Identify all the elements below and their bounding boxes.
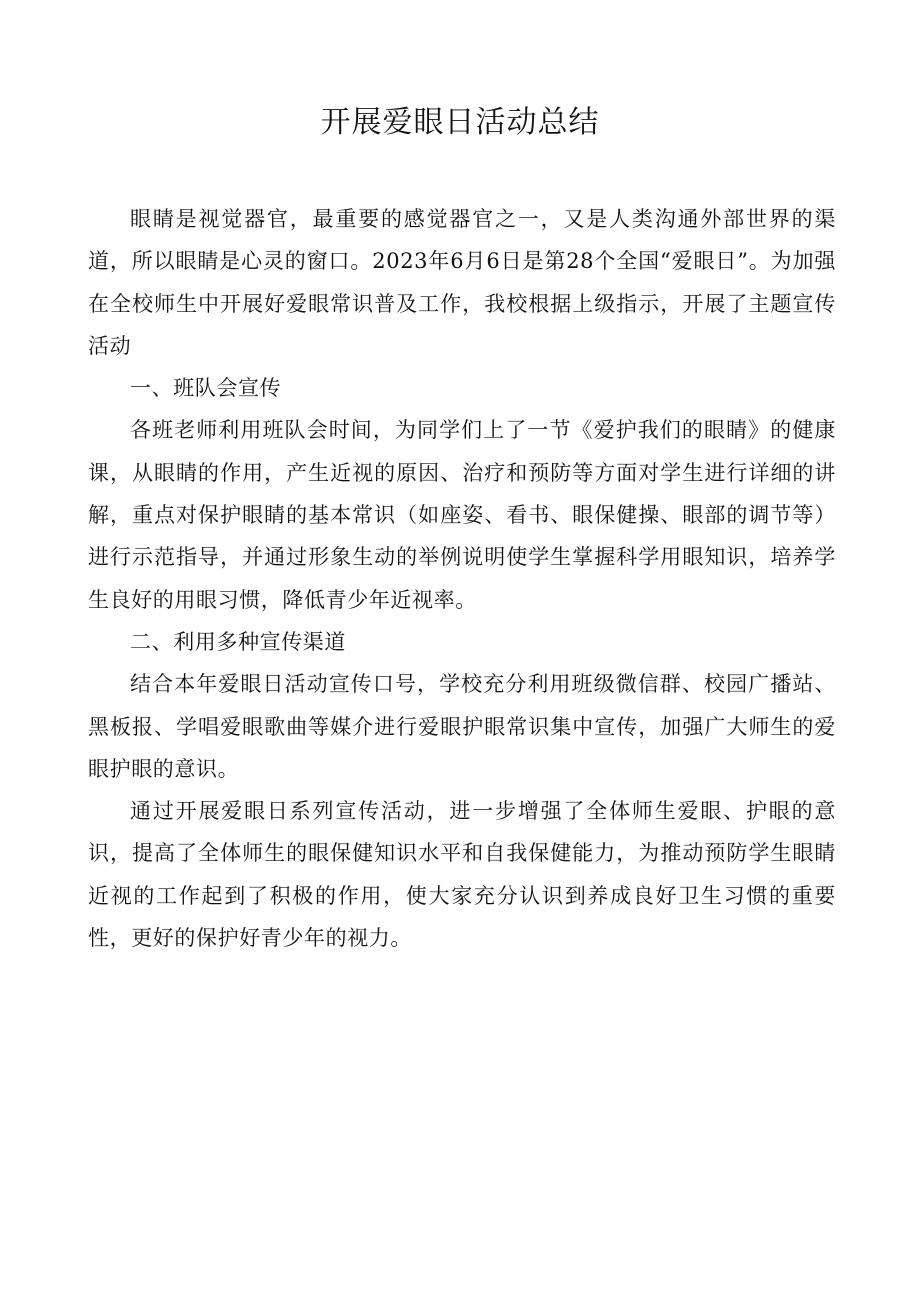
paragraph-channels: 结合本年爱眼日活动宣传口号，学校充分利用班级微信群、校园广播站、黑板报、学唱爱眼歌曲等媒介进行爱眼护眼常识集中宣传，加强广大师生的爱眼护眼的意识。: [88, 672, 836, 781]
paragraph-intro: 眼睛是视觉器官，最重要的感觉器官之一，又是人类沟通外部世界的渠道，所以眼睛是心灵的窗口。2023年6月6日是第28个全国“爱眼日”。为加强在全校师生中开展好爱眼常识普及工作，我校根据上级指示，开展了主题宣传活动: [88, 207, 836, 358]
paragraph-class-meeting: 各班老师利用班队会时间，为同学们上了一节《爱护我们的眼睛》的健康课，从眼睛的作用，产生近视的原因、治疗和预防等方面对学生进行详细的讲解，重点对保护眼睛的基本常识（如座姿、看书、眼保健操、眼部的调节等）进行示范指导，并通过形象生动的举例说明使学生掌握科学用眼知识，培养学生良好的用眼习惯，降低青少年近视率。: [88, 418, 836, 612]
section-heading-channels: 二、利用多种宣传渠道: [130, 629, 346, 654]
document-body: [88, 198, 836, 959]
paragraph-conclusion: 通过开展爱眼日系列宣传活动，进一步增强了全体师生爱眼、护眼的意识，提高了全体师生的眼保健知识水平和自我保健能力，为推动预防学生眼睛近视的工作起到了积极的作用，使大家充分认识到养成良好卫生习惯的重要性，更好的保护好青少年的视力。: [88, 799, 836, 951]
document-title: 开展爱眼日活动总结: [320, 105, 600, 140]
section-heading-class-meeting: 一、班队会宣传: [130, 376, 282, 401]
